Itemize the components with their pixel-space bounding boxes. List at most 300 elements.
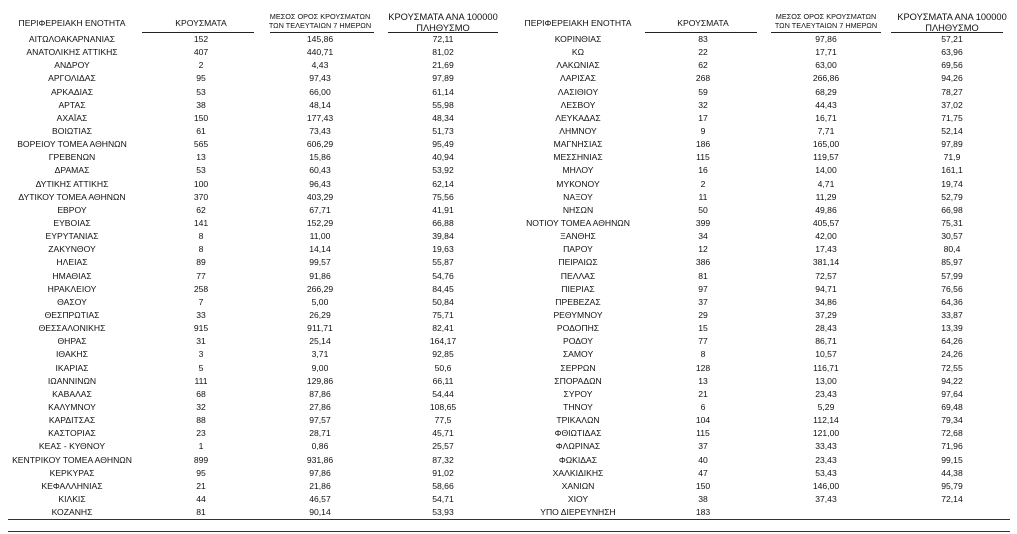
cases-cell: 3 (198, 349, 204, 360)
cases-cell: 115 (696, 152, 710, 163)
per-100k-cell: 58,66 (432, 480, 454, 491)
cases-cell: 40 (698, 454, 708, 465)
cases-cell: 32 (698, 99, 708, 110)
per-100k-cell: 95,49 (432, 139, 454, 150)
per-100k-cell: 41,91 (432, 204, 454, 215)
cases-cell: 8 (198, 244, 204, 255)
per-100k-cell: 48,34 (432, 112, 454, 123)
per-100k-cell: 55,87 (432, 257, 454, 268)
cases-cell: 53 (196, 165, 206, 176)
bottom-rule (8, 531, 1010, 532)
avg-7-days-cell: 10,57 (815, 349, 837, 360)
bottom-rule (8, 519, 1010, 520)
avg-7-days-cell: 28,71 (309, 428, 331, 439)
avg-7-days-cell: 5,29 (817, 401, 835, 412)
region-cell: ΛΕΣΒΟΥ (560, 99, 596, 110)
per-100k-cell: 95,79 (941, 480, 963, 491)
region-cell: ΔΡΑΜΑΣ (54, 165, 90, 176)
per-100k-cell: 72,11 (432, 34, 454, 44)
avg-7-days-cell: 146,00 (812, 480, 840, 491)
header-region: ΠΕΡΙΦΕΡΕΙΑΚΗ ΕΝΟΤΗΤΑ (524, 18, 632, 28)
cases-cell: 5 (198, 362, 204, 373)
per-100k-cell: 66,88 (432, 217, 454, 228)
cases-cell: 89 (196, 257, 206, 268)
header-cases: ΚΡΟΥΣΜΑΤΑ (677, 18, 729, 28)
header-per100k-line2: ΠΛΗΘΥΣΜΟ (925, 22, 979, 33)
per-100k-cell: 92,85 (432, 349, 454, 360)
per-100k-cell: 94,22 (941, 375, 963, 386)
region-cell: ΡΟΔΟΠΗΣ (556, 323, 600, 334)
cases-cell: 370 (193, 191, 209, 202)
region-cell: ΗΛΕΙΑΣ (56, 257, 88, 268)
region-cell: ΚΟΖΑΝΗΣ (51, 507, 93, 518)
cases-cell: 34 (698, 231, 708, 242)
region-cell: ΣΕΡΡΩΝ (560, 362, 596, 373)
cases-cell: 268 (695, 73, 711, 84)
cases-cell: 37 (698, 296, 708, 307)
cases-cell: 81 (196, 507, 206, 518)
region-cell: ΒΟΡΕΙΟΥ ΤΟΜΕΑ ΑΘΗΝΩΝ (17, 139, 127, 150)
per-100k-cell: 25,57 (432, 441, 454, 452)
per-100k-cell: 97,64 (941, 388, 963, 399)
region-cell: ΧΑΝΙΩΝ (561, 480, 595, 491)
per-100k-cell: 45,71 (432, 428, 454, 439)
avg-7-days-cell: 96,43 (309, 178, 331, 189)
per-100k-cell: 79,34 (941, 415, 963, 426)
region-cell: ΘΗΡΑΣ (57, 336, 87, 347)
header-avg-line2: ΤΩΝ ΤΕΛΕΥΤΑΙΩΝ 7 ΗΜΕΡΩΝ (268, 21, 372, 30)
region-cell: ΥΠΟ ΔΙΕΡΕΥΝΗΣΗ (540, 507, 616, 518)
avg-7-days-cell: 5,00 (311, 296, 329, 307)
cases-cell: 899 (193, 454, 209, 465)
cases-cell: 111 (194, 375, 208, 386)
cases-cell: 152 (193, 34, 209, 44)
per-100k-cell: 64,26 (941, 336, 963, 347)
region-cell: ΦΩΚΙΔΑΣ (558, 454, 598, 465)
per-100k-cell: 97,89 (432, 73, 454, 84)
avg-7-days-cell: 911,71 (307, 323, 333, 334)
avg-7-days-cell: 26,29 (309, 309, 331, 320)
region-cell: ΙΩΑΝΝΙΝΩΝ (47, 375, 97, 386)
header-per100k-line1: ΚΡΟΥΣΜΑΤΑ ΑΝΑ 100000 (897, 12, 1007, 22)
cases-cell: 7 (198, 296, 204, 307)
per-100k-cell: 54,44 (432, 388, 454, 399)
cases-cell: 915 (193, 323, 209, 334)
per-100k-cell: 76,56 (941, 283, 963, 294)
per-100k-cell: 21,69 (432, 60, 454, 71)
per-100k-cell: 72,55 (941, 362, 963, 373)
cases-cell: 21 (698, 388, 708, 399)
per-100k-cell: 39,84 (432, 231, 454, 242)
avg-7-days-cell: 16,71 (815, 112, 837, 123)
per-100k-cell: 72,68 (941, 428, 963, 439)
avg-7-days-cell: 4,71 (817, 178, 835, 189)
cases-cell: 115 (696, 428, 710, 439)
region-cell: ΚΙΛΚΙΣ (58, 493, 86, 504)
avg-7-days-cell: 13,00 (815, 375, 837, 386)
cases-cell: 31 (196, 336, 206, 347)
avg-7-days-cell: 37,43 (815, 493, 837, 504)
region-cell: ΛΑΚΩΝΙΑΣ (556, 60, 600, 71)
header-avg-line2: ΤΩΝ ΤΕΛΕΥΤΑΙΩΝ 7 ΗΜΕΡΩΝ (774, 21, 878, 30)
avg-7-days-cell: 4,43 (311, 60, 329, 71)
per-100k-cell: 51,73 (432, 125, 454, 136)
avg-7-days-cell: 42,00 (815, 231, 837, 242)
avg-7-days-cell: 11,29 (815, 191, 837, 202)
avg-7-days-cell: 86,71 (815, 336, 837, 347)
per-100k-cell: 37,02 (941, 99, 963, 110)
region-cell: ΞΑΝΘΗΣ (560, 231, 596, 242)
region-cell: ΚΑΣΤΟΡΙΑΣ (48, 428, 96, 439)
region-cell: ΧΙΟΥ (567, 493, 589, 504)
region-cell: ΣΥΡΟΥ (563, 388, 593, 399)
per-100k-cell: 54,71 (432, 493, 454, 504)
cases-cell: 183 (695, 507, 711, 518)
cases-cell: 565 (193, 139, 209, 150)
per-100k-cell: 108,65 (429, 401, 457, 412)
per-100k-cell: 53,93 (432, 507, 454, 518)
cases-cell: 9 (700, 125, 706, 136)
region-cell: ΛΑΡΙΣΑΣ (560, 73, 596, 84)
region-cell: ΦΛΩΡΙΝΑΣ (555, 441, 601, 452)
per-100k-cell: 66,11 (432, 375, 454, 386)
header-avg-7-days (767, 12, 885, 30)
avg-7-days-cell: 25,14 (309, 336, 331, 347)
region-cell: ΦΘΙΩΤΙΔΑΣ (554, 428, 602, 439)
region-cell: ΚΕΑΣ - ΚΥΘΝΟΥ (38, 441, 106, 452)
avg-7-days-cell: 46,57 (309, 493, 331, 504)
avg-7-days-cell: 63,00 (815, 60, 837, 71)
per-100k-cell: 82,41 (432, 323, 454, 334)
avg-7-days-cell: 112,14 (813, 415, 839, 426)
cases-cell: 16 (698, 165, 708, 176)
cases-cell: 12 (698, 244, 708, 255)
avg-7-days-cell: 14,14 (309, 244, 331, 255)
header-per100k-line2: ΠΛΗΘΥΣΜΟ (416, 22, 470, 33)
avg-7-days-cell: 91,86 (309, 270, 331, 281)
avg-7-days-cell: 145,86 (306, 34, 334, 44)
header-region: ΠΕΡΙΦΕΡΕΙΑΚΗ ΕΝΟΤΗΤΑ (18, 18, 126, 28)
per-100k-cell: 53,92 (432, 165, 454, 176)
avg-7-days-cell: 97,43 (309, 73, 331, 84)
cases-cell: 2 (700, 178, 706, 189)
avg-7-days-cell: 90,14 (309, 507, 331, 518)
cases-cell: 77 (698, 336, 708, 347)
region-cell: ΜΗΛΟΥ (562, 165, 594, 176)
region-cell: ΠΙΕΡΙΑΣ (561, 283, 595, 294)
region-cell: ΔΥΤΙΚΟΥ ΤΟΜΕΑ ΑΘΗΝΩΝ (18, 191, 126, 202)
cases-cell: 95 (196, 467, 206, 478)
cases-cell: 1 (198, 441, 204, 452)
avg-7-days-cell: 37,29 (815, 309, 837, 320)
region-cell: ΛΗΜΝΟΥ (559, 125, 597, 136)
per-100k-cell: 19,74 (941, 178, 963, 189)
region-cell: ΗΡΑΚΛΕΙΟΥ (47, 283, 97, 294)
avg-7-days-cell: 0,86 (311, 441, 329, 452)
per-100k-cell: 52,79 (941, 191, 963, 202)
per-100k-cell: 85,97 (941, 257, 963, 268)
cases-cell: 29 (698, 309, 708, 320)
region-cell: ΕΒΡΟΥ (57, 204, 87, 215)
avg-7-days-cell: 266,86 (812, 73, 840, 84)
per-100k-cell: 87,32 (432, 454, 454, 465)
cases-cell: 38 (698, 493, 708, 504)
avg-7-days-cell: 177,43 (306, 112, 334, 123)
per-100k-cell: 40,94 (432, 152, 454, 163)
per-100k-cell: 13,39 (941, 323, 963, 334)
cases-cell: 97 (698, 283, 708, 294)
avg-7-days-cell: 3,71 (311, 349, 329, 360)
avg-7-days-cell: 99,57 (309, 257, 331, 268)
cases-cell: 95 (196, 73, 206, 84)
avg-7-days-cell: 44,43 (815, 99, 837, 110)
per-100k-cell: 69,48 (941, 401, 963, 412)
cases-cell: 150 (695, 480, 711, 491)
cases-cell: 386 (695, 257, 711, 268)
per-100k-cell: 71,96 (941, 441, 963, 452)
per-100k-cell: 94,26 (941, 73, 963, 84)
header-per-100k (378, 12, 508, 33)
region-cell: ΝΗΣΩΝ (562, 204, 594, 215)
avg-7-days-cell: 72,57 (815, 270, 837, 281)
cases-cell: 150 (193, 112, 209, 123)
region-cell: ΖΑΚΥΝΘΟΥ (48, 244, 96, 255)
per-100k-cell: 97,89 (941, 139, 963, 150)
avg-7-days-cell: 73,43 (309, 125, 331, 136)
per-100k-cell: 71,9 (943, 152, 961, 163)
cases-cell: 83 (698, 34, 708, 44)
region-cell: ΝΑΞΟΥ (563, 191, 593, 202)
avg-7-days-cell: 14,00 (815, 165, 837, 176)
cases-cell: 104 (695, 415, 711, 426)
cases-cell: 37 (698, 441, 708, 452)
region-cell: ΓΡΕΒΕΝΩΝ (48, 152, 96, 163)
cases-cell: 100 (193, 178, 209, 189)
per-100k-cell: 63,96 (941, 47, 963, 58)
avg-7-days-cell: 116,71 (813, 362, 839, 373)
region-cell: ΚΟΡΙΝΘΙΑΣ (554, 34, 602, 44)
per-100k-cell: 77,5 (434, 415, 452, 426)
region-cell: ΑΧΑΪΑΣ (56, 112, 88, 123)
cases-cell: 32 (196, 401, 206, 412)
per-100k-cell: 57,21 (941, 34, 963, 44)
avg-7-days-cell: 381,14 (812, 257, 840, 268)
cases-cell: 33 (196, 309, 206, 320)
cases-cell: 13 (698, 375, 708, 386)
region-cell: ΚΑΡΔΙΤΣΑΣ (48, 415, 96, 426)
region-cell: ΚΑΒΑΛΑΣ (52, 388, 92, 399)
header-cases: ΚΡΟΥΣΜΑΤΑ (175, 18, 227, 28)
per-100k-cell: 69,56 (941, 60, 963, 71)
avg-7-days-cell: 66,00 (309, 86, 331, 97)
avg-7-days-cell: 97,86 (309, 467, 331, 478)
per-100k-cell: 75,31 (941, 217, 963, 228)
avg-7-days-cell: 17,71 (815, 47, 837, 58)
per-100k-cell: 71,75 (941, 112, 963, 123)
per-100k-cell: 72,14 (941, 493, 963, 504)
avg-7-days-cell: 97,57 (309, 415, 331, 426)
per-100k-cell: 54,76 (432, 270, 454, 281)
avg-7-days-cell: 121,00 (812, 428, 840, 439)
region-cell: ΤΗΝΟΥ (563, 401, 593, 412)
cases-cell: 258 (193, 283, 209, 294)
avg-7-days-cell: 87,86 (309, 388, 331, 399)
region-cell: ΚΕΝΤΡΙΚΟΥ ΤΟΜΕΑ ΑΘΗΝΩΝ (12, 454, 132, 465)
per-100k-cell: 62,14 (432, 178, 454, 189)
cases-cell: 186 (695, 139, 711, 150)
per-100k-cell: 78,27 (941, 86, 963, 97)
avg-7-days-cell: 11,00 (309, 231, 331, 242)
avg-7-days-cell: 21,86 (309, 480, 331, 491)
region-cell: ΚΑΛΥΜΝΟΥ (48, 401, 96, 412)
region-cell: ΘΕΣΠΡΩΤΙΑΣ (44, 309, 100, 320)
cases-cell: 77 (196, 270, 206, 281)
per-100k-cell: 164,17 (429, 336, 457, 347)
cases-cell: 21 (196, 480, 206, 491)
cases-cell: 50 (698, 204, 708, 215)
cases-cell: 59 (698, 86, 708, 97)
avg-7-days-cell: 67,71 (309, 204, 331, 215)
per-100k-cell: 75,56 (432, 191, 454, 202)
per-100k-cell: 57,99 (941, 270, 963, 281)
per-100k-cell: 19,63 (432, 244, 454, 255)
per-100k-cell: 80,4 (943, 244, 961, 255)
region-cell: ΗΜΑΘΙΑΣ (52, 270, 92, 281)
header-avg-line1: ΜΕΣΟΣ ΟΡΟΣ ΚΡΟΥΣΜΑΤΩΝ (775, 12, 877, 21)
region-cell: ΧΑΛΚΙΔΙΚΗΣ (552, 467, 604, 478)
region-cell: ΝΟΤΙΟΥ ΤΟΜΕΑ ΑΘΗΝΩΝ (526, 217, 630, 228)
cases-cell: 11 (698, 191, 708, 202)
region-cell: ΒΟΙΩΤΙΑΣ (52, 125, 92, 136)
cases-cell: 62 (196, 204, 206, 215)
per-100k-cell: 161,1 (941, 165, 963, 176)
avg-7-days-cell: 129,86 (306, 375, 334, 386)
cases-cell: 22 (698, 47, 708, 58)
avg-7-days-cell: 440,71 (306, 47, 334, 58)
avg-7-days-cell: 49,86 (815, 204, 837, 215)
per-100k-cell: 52,14 (941, 125, 963, 136)
cases-cell: 44 (196, 493, 206, 504)
region-cell: ΕΥΒΟΙΑΣ (53, 217, 91, 228)
region-cell: ΙΚΑΡΙΑΣ (55, 362, 89, 373)
cases-cell: 62 (698, 60, 708, 71)
header-avg-7-days (260, 12, 380, 30)
region-cell: ΤΡΙΚΑΛΩΝ (556, 415, 600, 426)
cases-cell: 8 (700, 349, 706, 360)
region-cell: ΘΑΣΟΥ (57, 296, 87, 307)
avg-7-days-cell: 23,43 (815, 388, 837, 399)
cases-cell: 17 (698, 112, 708, 123)
cases-cell: 407 (193, 47, 209, 58)
cases-cell: 61 (196, 125, 206, 136)
per-100k-cell: 50,84 (432, 296, 454, 307)
cases-cell: 141 (193, 217, 209, 228)
cases-cell: 6 (700, 401, 706, 412)
region-cell: ΣΠΟΡΑΔΩΝ (554, 375, 602, 386)
per-100k-cell: 44,38 (941, 467, 963, 478)
per-100k-cell: 30,57 (941, 231, 963, 242)
cases-cell: 15 (698, 323, 708, 334)
avg-7-days-cell: 28,43 (815, 323, 837, 334)
region-cell: ΠΕΙΡΑΙΩΣ (558, 257, 598, 268)
per-100k-cell: 75,71 (432, 309, 454, 320)
cases-cell: 8 (198, 231, 204, 242)
header-avg-line1: ΜΕΣΟΣ ΟΡΟΣ ΚΡΟΥΣΜΑΤΩΝ (269, 12, 371, 21)
avg-7-days-cell: 53,43 (815, 467, 837, 478)
avg-7-days-cell: 165,00 (812, 139, 840, 150)
avg-7-days-cell: 405,57 (812, 217, 840, 228)
region-cell: ΙΘΑΚΗΣ (56, 349, 88, 360)
region-cell: ΛΑΣΙΘΙΟΥ (557, 86, 599, 97)
region-cell: ΚΕΡΚΥΡΑΣ (49, 467, 95, 478)
avg-7-days-cell: 15,86 (309, 152, 331, 163)
avg-7-days-cell: 68,29 (815, 86, 837, 97)
region-cell: ΣΑΜΟΥ (562, 349, 594, 360)
header-per100k-line1: ΚΡΟΥΣΜΑΤΑ ΑΝΑ 100000 (388, 12, 498, 22)
cases-cell: 399 (695, 217, 711, 228)
region-cell: ΘΕΣΣΑΛΟΝΙΚΗΣ (38, 323, 106, 334)
per-100k-cell: 99,15 (941, 454, 963, 465)
per-100k-cell: 81,02 (432, 47, 454, 58)
region-cell: ΑΡΤΑΣ (58, 99, 86, 110)
region-cell: ΑΡΓΟΛΙΔΑΣ (48, 73, 96, 84)
region-cell: ΜΥΚΟΝΟΥ (556, 178, 600, 189)
per-100k-cell: 33,87 (941, 309, 963, 320)
avg-7-days-cell: 7,71 (817, 125, 835, 136)
region-cell: ΠΕΛΛΑΣ (560, 270, 596, 281)
per-100k-cell: 24,26 (941, 349, 963, 360)
per-100k-cell: 61,14 (432, 86, 454, 97)
cases-cell: 13 (196, 152, 206, 163)
per-100k-cell: 66,98 (941, 204, 963, 215)
cases-cell: 88 (196, 415, 206, 426)
region-cell: ΛΕΥΚΑΔΑΣ (555, 112, 601, 123)
avg-7-days-cell: 23,43 (815, 454, 837, 465)
region-cell: ΑΙΤΩΛΟΑΚΑΡΝΑΝΙΑΣ (28, 34, 116, 44)
avg-7-days-cell: 152,29 (306, 217, 334, 228)
cases-cell: 81 (698, 270, 708, 281)
avg-7-days-cell: 266,29 (306, 283, 334, 294)
region-cell: ΔΥΤΙΚΗΣ ΑΤΤΙΚΗΣ (35, 178, 109, 189)
avg-7-days-cell: 48,14 (309, 99, 331, 110)
avg-7-days-cell: 33,43 (815, 441, 837, 452)
avg-7-days-cell: 17,43 (815, 244, 837, 255)
region-cell: ΑΝΑΤΟΛΙΚΗΣ ΑΤΤΙΚΗΣ (26, 47, 118, 58)
avg-7-days-cell: 60,43 (309, 165, 331, 176)
cases-cell: 68 (196, 388, 206, 399)
avg-7-days-cell: 931,86 (306, 454, 334, 465)
avg-7-days-cell: 27,86 (309, 401, 331, 412)
region-cell: ΚΕΦΑΛΛΗΝΙΑΣ (41, 480, 103, 491)
region-cell: ΑΝΔΡΟΥ (54, 60, 90, 71)
cases-cell: 38 (196, 99, 206, 110)
cases-cell: 23 (196, 428, 206, 439)
avg-7-days-cell: 94,71 (815, 283, 837, 294)
region-cell: ΠΡΕΒΕΖΑΣ (555, 296, 601, 307)
region-cell: ΚΩ (571, 47, 585, 58)
region-cell: ΜΑΓΝΗΣΙΑΣ (553, 139, 603, 150)
cases-cell: 53 (196, 86, 206, 97)
avg-7-days-cell: 606,29 (306, 139, 334, 150)
region-cell: ΠΑΡΟΥ (563, 244, 593, 255)
per-100k-cell: 84,45 (432, 283, 454, 294)
per-100k-cell: 91,02 (432, 467, 454, 478)
avg-7-days-cell: 34,86 (815, 296, 837, 307)
avg-7-days-cell: 97,86 (815, 34, 837, 44)
region-cell: ΡΟΔΟΥ (563, 336, 593, 347)
per-100k-cell: 55,98 (432, 99, 454, 110)
header-per-100k (887, 12, 1017, 33)
